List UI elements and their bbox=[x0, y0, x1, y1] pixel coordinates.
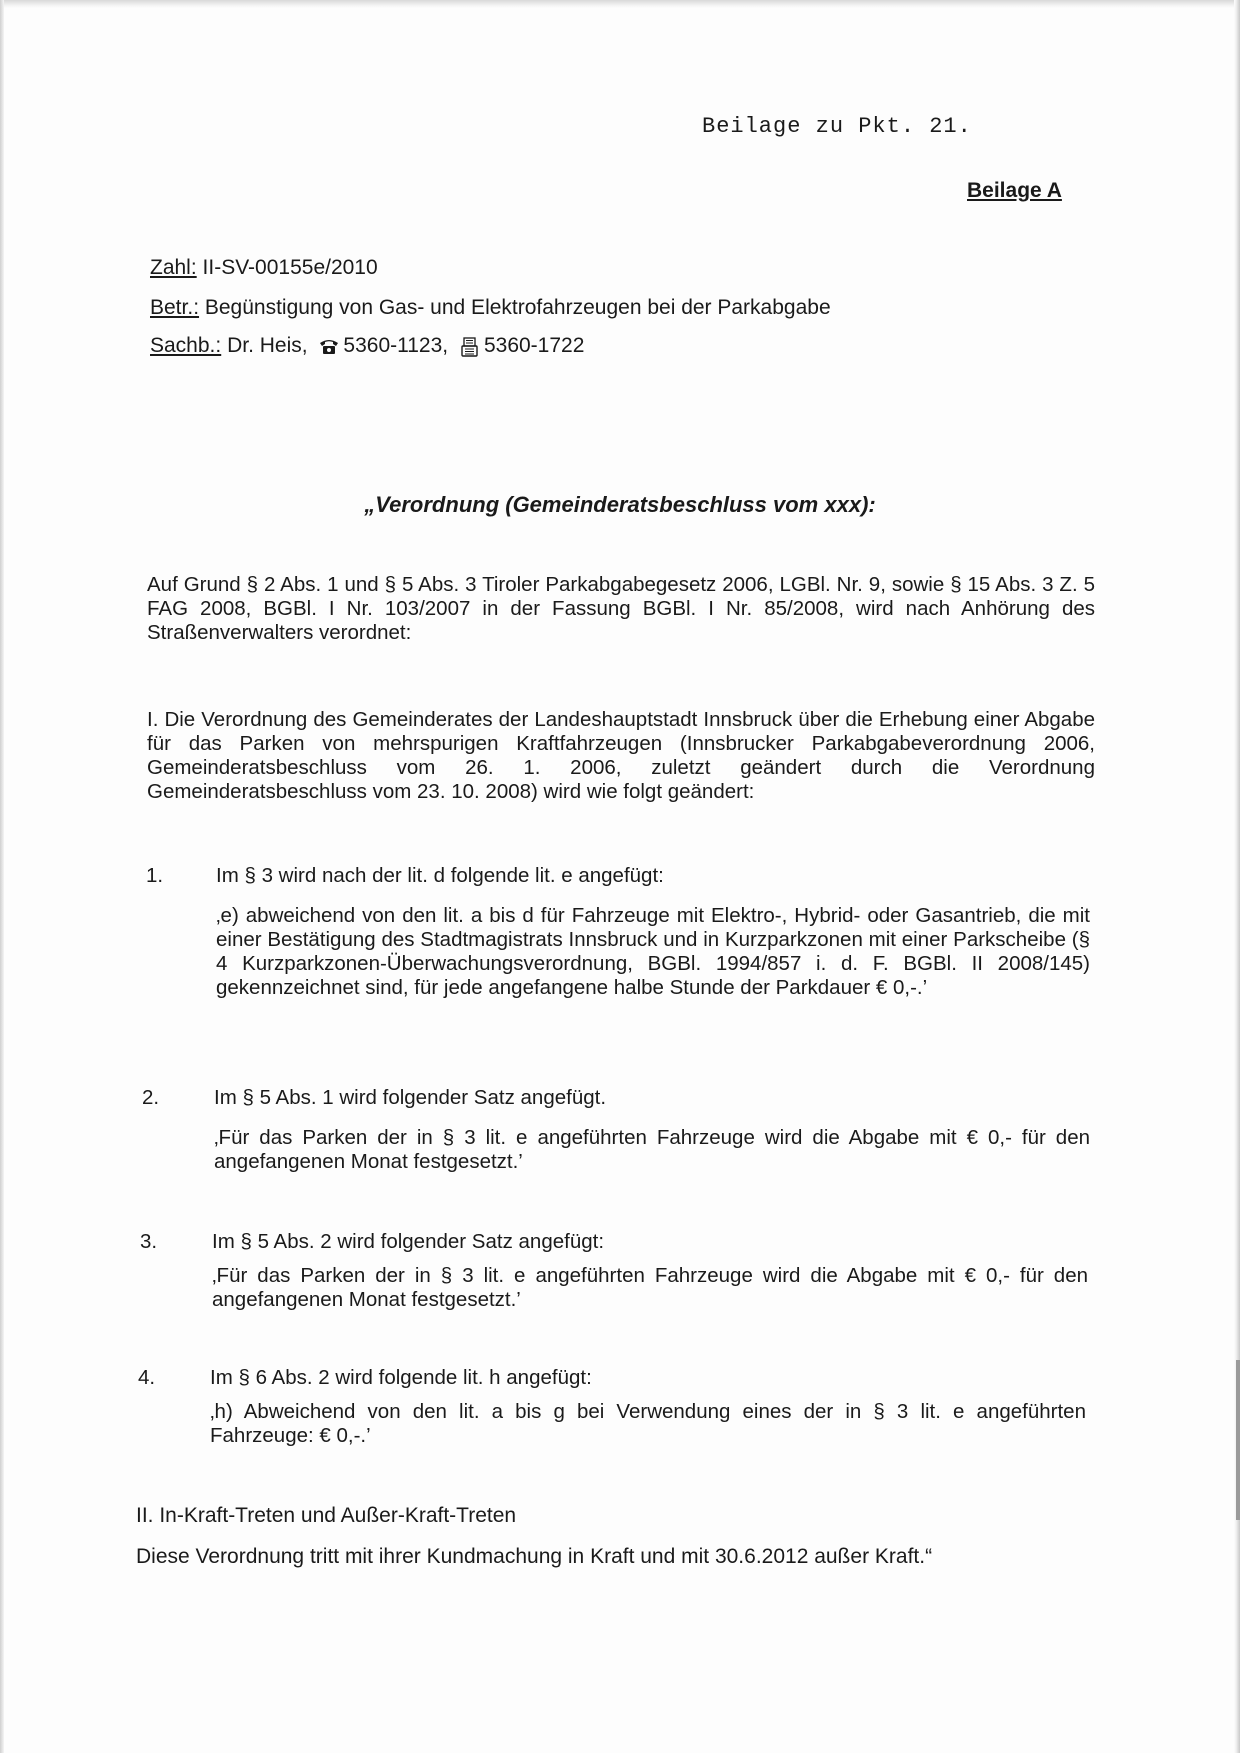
item-number: 2. bbox=[142, 1086, 160, 1109]
phone-number: 5360-1123, bbox=[343, 334, 449, 357]
item-heading: Im § 5 Abs. 2 wird folgender Satz angefügt: bbox=[212, 1230, 605, 1253]
zahl-label: Zahl: bbox=[150, 256, 197, 279]
section-i-paragraph: I. Die Verordnung des Gemeinderates der Landeshauptstadt Innsbruck über die Erhebung einer Abgabe für das Parken von mehrspurigen Kraftfahrzeugen (Innsbrucker Parkabgabeverordnung 2006, Gemeinderatsbeschluss vom 26. 1. 2006, zuletzt geändert durch die Verordnung Gemeinderatsbeschluss vom 23. 10. 2008) wird wie folgt geändert: bbox=[147, 708, 1095, 803]
sachb-label: Sachb.: bbox=[150, 334, 222, 357]
scan-edge-top bbox=[0, 0, 1240, 8]
section-ii-heading: II. In-Kraft-Treten und Außer-Kraft-Treten bbox=[136, 1504, 517, 1527]
attachment-reference: Beilage zu Pkt. 21. bbox=[702, 114, 972, 139]
item-heading: Im § 5 Abs. 1 wird folgender Satz angefügt. bbox=[214, 1086, 607, 1109]
item-body: ‚e) abweichend von den lit. a bis d für Fahrzeuge mit Elektro-, Hybrid- oder Gasantrieb, die mit einer Bestätigung des Stadtmagistrats Innsbruck und in Kurzparkzonen mit einer Parkscheibe (§ 4 Kurzparkzonen-Überwachungsverordnung, BGBl. 1994/857 i. d. F. BGBl. II 2008/145) gekennzeichnet sind, für jede angefangene halbe Stunde der Parkdauer € 0,-.’ bbox=[216, 904, 1090, 999]
scan-edge-left bbox=[0, 0, 4, 1753]
meta-sachbearbeiter bbox=[150, 334, 584, 358]
closing-sentence: Diese Verordnung tritt mit ihrer Kundmachung in Kraft und mit 30.6.2012 außer Kraft.“ bbox=[136, 1545, 933, 1568]
intro-paragraph: Auf Grund § 2 Abs. 1 und § 5 Abs. 3 Tiroler Parkabgabegesetz 2006, LGBl. Nr. 9, sowie § 15 Abs. 3 Z. 5 FAG 2008, BGBl. I Nr. 103/2007 in der Fassung BGBl. I Nr. 85/2008, wird nach Anhörung des Straßenverwalters verordnet: bbox=[147, 573, 1095, 644]
ordinance-title: „Verordnung (Gemeinderatsbeschluss vom xxx): bbox=[364, 492, 876, 517]
attachment-label: Beilage A bbox=[967, 179, 1062, 202]
fax-number: 5360-1722 bbox=[483, 334, 585, 357]
item-body: ‚Für das Parken der in § 3 lit. e angeführten Fahrzeuge wird die Abgabe mit € 0,- für den angefangenen Monat festgesetzt.’ bbox=[212, 1264, 1088, 1311]
item-number: 1. bbox=[146, 864, 164, 887]
telephone-icon bbox=[319, 337, 339, 355]
item-body: ‚Für das Parken der in § 3 lit. e angeführten Fahrzeuge wird die Abgabe mit € 0,- für den angefangenen Monat festgesetzt.’ bbox=[214, 1126, 1090, 1173]
item-heading: Im § 3 wird nach der lit. d folgende lit. e angefügt: bbox=[216, 864, 664, 887]
item-number: 3. bbox=[140, 1230, 158, 1253]
meta-zahl bbox=[150, 256, 378, 280]
sachb-name: Dr. Heis, bbox=[227, 334, 308, 357]
item-body: ‚h) Abweichend von den lit. a bis g bei Verwendung eines der in § 3 lit. e angeführten Fahrzeuge: € 0,-.’ bbox=[210, 1400, 1086, 1447]
zahl-value: II-SV-00155e/2010 bbox=[202, 256, 378, 279]
item-heading: Im § 6 Abs. 2 wird folgende lit. h angefügt: bbox=[210, 1366, 592, 1389]
betr-label: Betr.: bbox=[150, 296, 200, 319]
fax-icon bbox=[460, 337, 480, 355]
item-number: 4. bbox=[138, 1366, 156, 1389]
scan-edge-right-shadow bbox=[1236, 1360, 1240, 1520]
betr-value: Begünstigung von Gas- und Elektrofahrzeugen bei der Parkabgabe bbox=[204, 296, 831, 319]
meta-betreff bbox=[150, 296, 831, 320]
